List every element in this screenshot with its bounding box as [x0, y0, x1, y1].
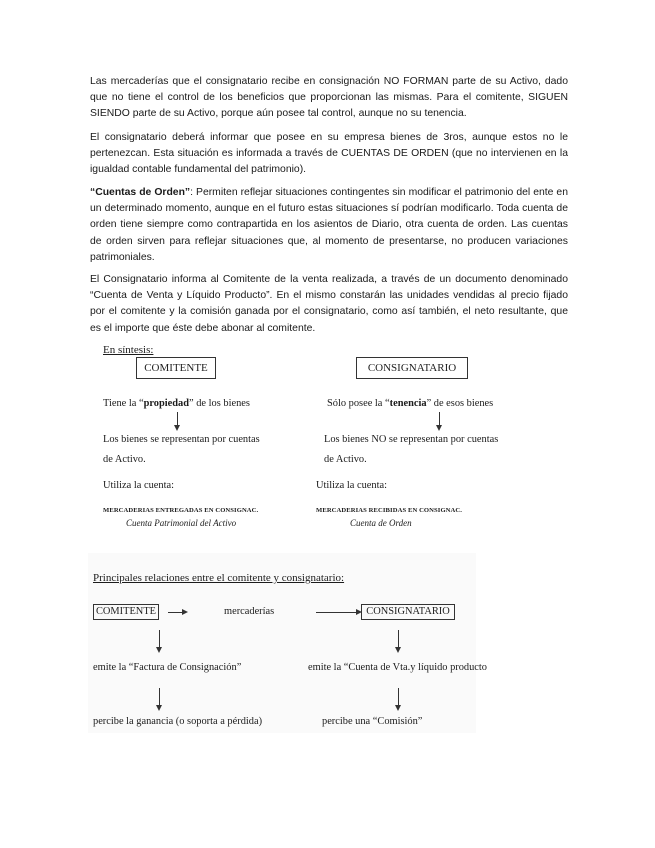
term-cuentas-de-orden: “Cuentas de Orden” [90, 187, 191, 198]
paragraph-cuenta-venta: El Consignatario informa al Comitente de la venta realizada, a través de un documento denominado “Cuenta de Venta y Líquido Producto”. En el mismo constarán las unidades vendidas al precio fijado por el comitente y la comisión ganada por el consignatario, como así también, el neto resultante, que es el importe que éste debe abonar al comitente. [90, 274, 568, 334]
comitente-box: COMITENTE [136, 357, 216, 379]
paragraph-cuentas-orden-definition [90, 185, 568, 266]
down-arrow-icon [398, 688, 399, 706]
comitente-representacion: Los bienes se representan por cuentas [103, 434, 260, 445]
comitente-propiedad: Tiene la “propiedad” de los bienes [103, 398, 250, 409]
comitente-account-name: MERCADERIAS ENTREGADAS EN CONSIGNAC. [103, 507, 259, 514]
down-arrow-icon [177, 412, 178, 426]
consignatario-emite: emite la “Cuenta de Vta.y líquido producto [308, 662, 487, 673]
sintesis-heading: En síntesis: [103, 344, 154, 356]
down-arrow-icon [159, 630, 160, 648]
definition-text: : Permiten reflejar situaciones contingentes sin modificar el patrimonio del ente en un determinado momento, aunque en el futuro estas situaciones sí podrían modificarlo. Toda cuenta de orden tiene siempre como contrapartida en los asientos de Diario, otra cuenta de orden. Las cuentas de orden sirven para reflejar situaciones que, al momento de presentarse, no producen variaciones patrimoniales. [90, 187, 568, 263]
comitente-box-2: COMITENTE [93, 604, 159, 620]
consignatario-account-name: MERCADERIAS RECIBIDAS EN CONSIGNAC. [316, 507, 463, 514]
comitente-emite: emite la “Factura de Consignación” [93, 662, 242, 673]
consignatario-account-type: Cuenta de Orden [350, 518, 412, 528]
down-arrow-icon [398, 630, 399, 648]
consignatario-representacion: Los bienes NO se representan por cuentas [324, 434, 499, 445]
consignatario-utiliza: Utiliza la cuenta: [316, 480, 387, 491]
consignatario-tenencia: Sólo posee la “tenencia” de esos bienes [327, 398, 494, 409]
down-arrow-icon [159, 688, 160, 706]
mercaderias-label: mercaderías [224, 606, 275, 617]
comitente-percibe: percibe la ganancia (o soporta a pérdida) [93, 716, 263, 727]
consignatario-box: CONSIGNATARIO [356, 357, 468, 379]
comitente-activo: de Activo. [103, 454, 146, 465]
right-arrow-icon [168, 612, 182, 613]
down-arrow-icon [439, 412, 440, 426]
paragraph-cuentas-orden-intro: El consignatario deberá informar que posee en su empresa bienes de 3ros, aunque estos no le pertenezcan. Esta situación es informada a través de CUENTAS DE ORDEN (que no intervienen en la igualdad contable fundamental del patrimonio). [90, 132, 568, 176]
paragraph-activo: Las mercaderías que el consignatario recibe en consignación NO FORMAN parte de su Activo, dado que no tiene el control de los beneficios que proporcionan las mismas. Para el comitente, SIGUEN SIENDO parte de su Activo, porque aún posee tal control, aunque no su tenencia. [90, 76, 568, 120]
comitente-utiliza: Utiliza la cuenta: [103, 480, 174, 491]
consignatario-activo: de Activo. [324, 454, 367, 465]
right-arrow-icon [316, 612, 356, 613]
consignatario-percibe: percibe una “Comisión” [322, 716, 423, 727]
comitente-account-type: Cuenta Patrimonial del Activo [126, 518, 237, 528]
consignatario-box-2: CONSIGNATARIO [361, 604, 455, 620]
relaciones-heading: Principales relaciones entre el comitente y consignatario: [93, 572, 345, 584]
